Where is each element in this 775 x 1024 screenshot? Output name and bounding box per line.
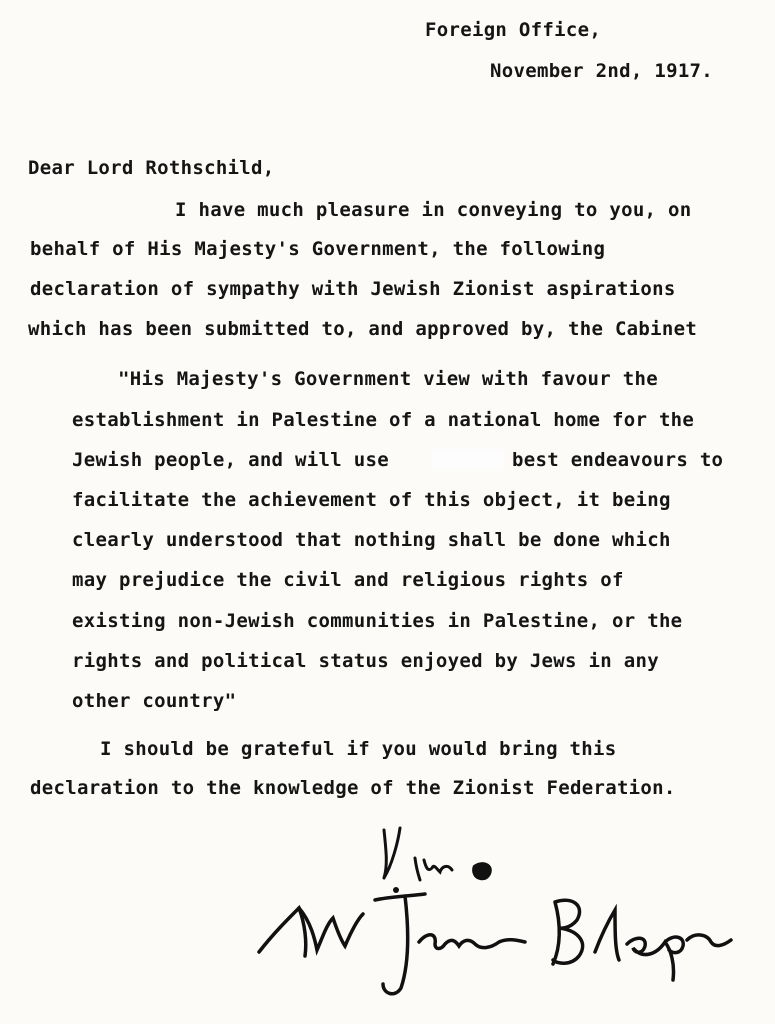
declaration-line: existing non-Jewish communities in Palestine, or the xyxy=(72,610,683,632)
declaration-line: Jewish people, and will use xyxy=(72,449,389,471)
intro-line: which has been submitted to, and approved by, the Cabinet xyxy=(28,318,698,340)
erased-word xyxy=(432,449,504,469)
letter-date: November 2nd, 1917. xyxy=(490,60,714,82)
closing-line: I should be grateful if you would bring this xyxy=(100,738,617,760)
declaration-line: best endeavours to xyxy=(512,449,724,471)
declaration-line: facilitate the achievement of this object, it being xyxy=(72,489,671,511)
declaration-line: may prejudice the civil and religious rights of xyxy=(72,569,624,591)
intro-line: I have much pleasure in conveying to you, on xyxy=(175,199,692,221)
signature-image xyxy=(255,880,735,1010)
declaration-line: clearly understood that nothing shall be done which xyxy=(72,529,671,551)
salutation: Dear Lord Rothschild, xyxy=(28,157,275,179)
declaration-line: establishment in Palestine of a national home for the xyxy=(72,409,695,431)
intro-line: declaration of sympathy with Jewish Zionist aspirations xyxy=(30,278,676,300)
declaration-line: "His Majesty's Government view with favour the xyxy=(118,368,658,390)
closing-line: declaration to the knowledge of the Zionist Federation. xyxy=(30,777,676,799)
intro-line: behalf of His Majesty's Government, the following xyxy=(30,238,606,260)
declaration-line: rights and political status enjoyed by Jews in any xyxy=(72,650,659,672)
declaration-line: other country" xyxy=(72,690,237,712)
office-header: Foreign Office, xyxy=(425,19,602,41)
